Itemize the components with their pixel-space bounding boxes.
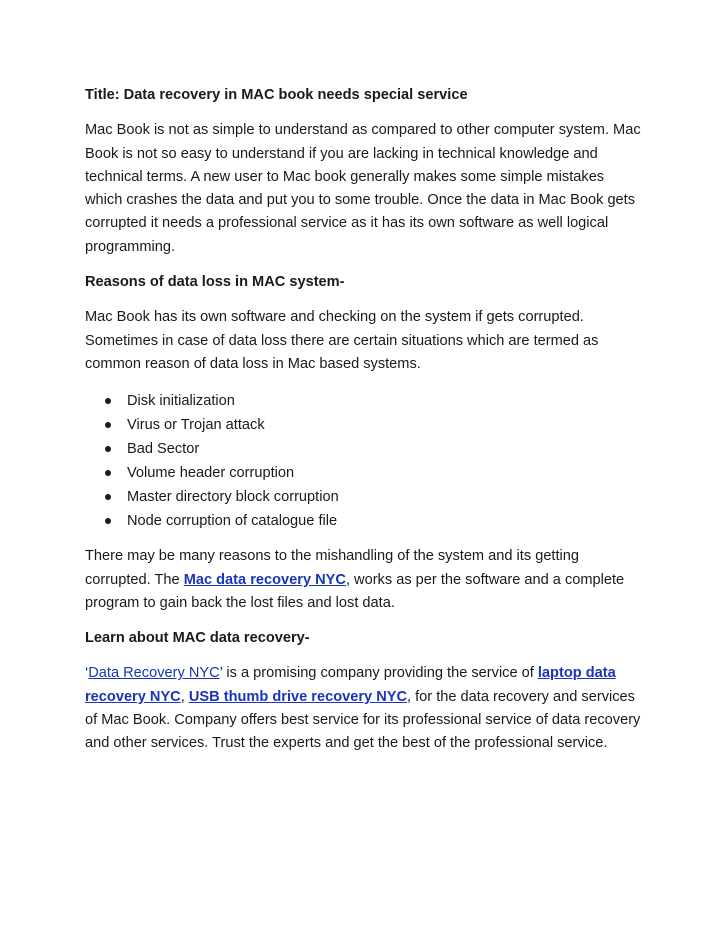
document-page (85, 84, 645, 768)
list-item-text: Volume header corruption (127, 465, 295, 482)
list-item (85, 389, 645, 413)
intro-paragraph: Mac Book is not as simple to understand as compared to other computer system. Mac Book is not so easy to understand if you are lacking in technical knowledge and technical terms. A new user to Mac book generally makes some simple mistakes which crashes the data and put you to some trouble. Once the data in Mac Book gets corrupted it needs a professional service as it has its own software as well logical programming. (85, 122, 641, 255)
bullet-icon (105, 470, 111, 476)
mac-data-recovery-nyc-link[interactable]: Mac data recovery NYC (183, 571, 346, 588)
laptop-data-recovery-nyc-link[interactable]: laptop data recovery NYC (85, 665, 616, 705)
bullet-icon (105, 518, 111, 524)
list-item (85, 509, 645, 533)
bullet-icon (105, 398, 111, 404)
bullet-icon (105, 494, 111, 500)
list-item-text: Disk initialization (127, 393, 235, 410)
list-item (85, 437, 645, 461)
open-quote: ‘ (85, 665, 89, 682)
usb-thumb-drive-recovery-nyc-link[interactable]: USB thumb drive recovery NYC (188, 688, 408, 705)
document-title: Title: Data recovery in MAC book needs special service (85, 87, 468, 103)
list-item (85, 413, 645, 437)
mishandling-text-start: There may be many reasons to the mishandling of the system and its getting corrupted. The (85, 548, 580, 588)
bullet-icon (105, 446, 111, 452)
company-paragraph (85, 662, 645, 755)
section-heading-reasons: Reasons of data loss in MAC system- (85, 274, 345, 291)
company-text-2: , for the data recovery and services of Mac Book. Company offers best service for its professional service of data recovery and other services. Trust the experts and get the best of the professional service. (85, 688, 641, 752)
company-text-1: ’ is a promising company providing the service of (219, 665, 538, 682)
list-item (85, 485, 645, 509)
data-recovery-nyc-link[interactable]: Data Recovery NYC (88, 665, 220, 682)
reasons-list (85, 389, 645, 533)
list-item (85, 461, 645, 485)
list-item-text: Virus or Trojan attack (127, 417, 265, 434)
list-item-text: Node corruption of catalogue file (127, 513, 338, 530)
section-heading-learn: Learn about MAC data recovery- (85, 630, 310, 647)
link-separator: , (180, 688, 189, 705)
bullet-icon (105, 422, 111, 428)
reasons-paragraph: Mac Book has its own software and checking on the system if gets corrupted. Sometimes in case of data loss there are certain situations which are termed as common reason of data loss in Mac based systems. (85, 309, 599, 372)
mishandling-text-end: , works as per the software and a complete program to gain back the lost files and lost data. (85, 571, 625, 611)
list-item-text: Master directory block corruption (127, 489, 339, 506)
mishandling-paragraph (85, 545, 645, 615)
list-item-text: Bad Sector (127, 441, 200, 458)
